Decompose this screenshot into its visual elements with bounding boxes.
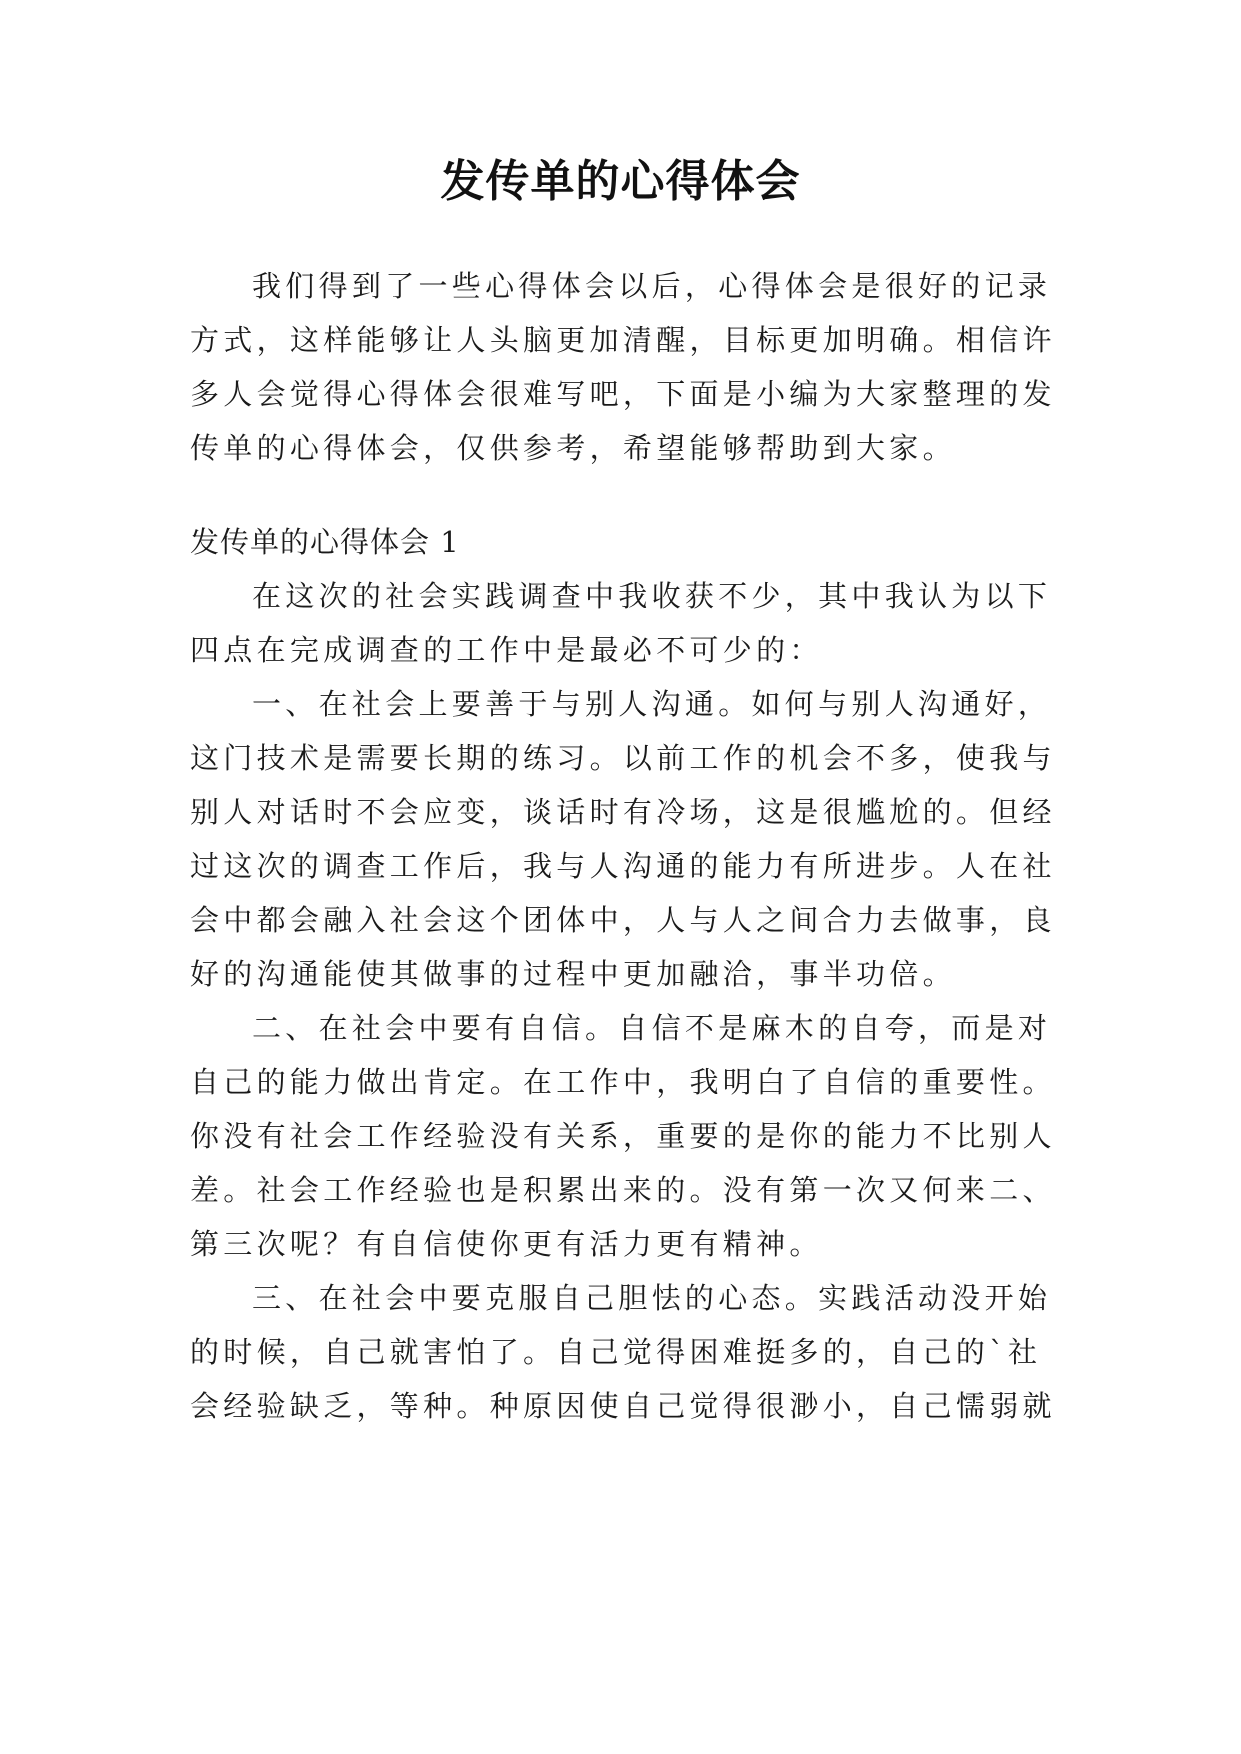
paragraph-line: 在这次的社会实践调查中我收获不少，其中我认为以下	[252, 579, 1052, 613]
paragraph-line: 过这次的调查工作后，我与人沟通的能力有所进步。人在社	[190, 849, 1056, 883]
paragraph-line: 一、在社会上要善于与别人沟通。如何与别人沟通好，	[252, 687, 1052, 721]
paragraph-line: 第三次呢？有自信使你更有活力更有精神。	[190, 1227, 823, 1261]
intro-line-2: 方式，这样能够让人头脑更加清醒，目标更加明确。相信许	[190, 323, 1056, 357]
document-title: 发传单的心得体会	[440, 156, 801, 207]
paragraph-line: 三、在社会中要克服自己胆怯的心态。实践活动没开始	[252, 1281, 1052, 1315]
paragraph-line: 的时候，自己就害怕了。自己觉得困难挺多的，自己的`社	[190, 1335, 1042, 1369]
paragraph-line: 二、在社会中要有自信。自信不是麻木的自夸，而是对	[252, 1011, 1052, 1045]
intro-line-1: 我们得到了一些心得体会以后，心得体会是很好的记录	[252, 269, 1052, 303]
intro-line-4: 传单的心得体会，仅供参考，希望能够帮助到大家。	[190, 431, 956, 465]
paragraph-line: 好的沟通能使其做事的过程中更加融洽，事半功倍。	[190, 957, 956, 991]
paragraph-line: 会中都会融入社会这个团体中，人与人之间合力去做事，良	[190, 903, 1056, 937]
paragraph-line: 会经验缺乏，等种。种原因使自己觉得很渺小，自己懦弱就	[190, 1389, 1056, 1423]
paragraph-line: 差。社会工作经验也是积累出来的。没有第一次又何来二、	[190, 1173, 1056, 1207]
paragraph-line: 你没有社会工作经验没有关系，重要的是你的能力不比别人	[190, 1119, 1056, 1153]
intro-line-3: 多人会觉得心得体会很难写吧，下面是小编为大家整理的发	[190, 377, 1056, 411]
paragraph-line: 别人对话时不会应变，谈话时有冷场，这是很尴尬的。但经	[190, 795, 1056, 829]
section-heading: 发传单的心得体会 1	[190, 525, 460, 559]
paragraph-line: 这门技术是需要长期的练习。以前工作的机会不多，使我与	[190, 741, 1056, 775]
paragraph-line: 自己的能力做出肯定。在工作中，我明白了自信的重要性。	[190, 1065, 1056, 1099]
paragraph-line: 四点在完成调查的工作中是最必不可少的：	[190, 633, 823, 667]
